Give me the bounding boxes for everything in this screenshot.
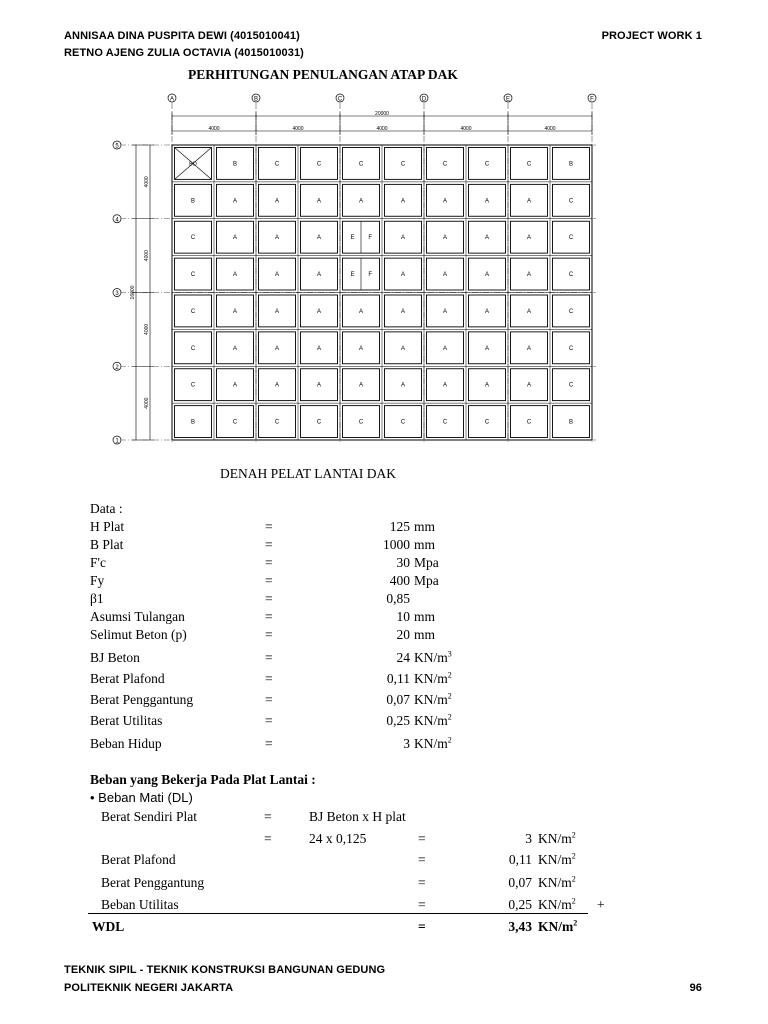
data-row-value: 30 xyxy=(396,555,410,570)
slab-type-label: A xyxy=(232,272,238,279)
slab-type-label: A xyxy=(274,198,280,205)
slab-type-label: A xyxy=(484,308,490,315)
column-axis-label: D xyxy=(421,96,427,103)
load-item-eq: = xyxy=(418,852,426,867)
data-row-label: β1 xyxy=(90,591,104,606)
data-row-label: F'c xyxy=(90,555,106,570)
data-row-value: 10 xyxy=(396,609,410,624)
slab-type-label: A xyxy=(274,272,280,279)
plan-caption: DENAH PELAT LANTAI DAK xyxy=(220,466,397,481)
slab-type-label: A xyxy=(400,308,406,315)
slab-type-label: A xyxy=(442,345,448,352)
slab-type-label: A xyxy=(274,382,280,389)
column-axis-label: A xyxy=(169,96,175,103)
self-weight-eq: = xyxy=(264,809,272,824)
slab-type-label: C xyxy=(568,272,574,279)
data-row-value: 0,85 xyxy=(386,591,410,606)
data-row-label: Berat Utilitas xyxy=(90,713,163,728)
slab-type-label: A xyxy=(358,345,364,352)
slab-type-label: B xyxy=(568,419,574,426)
slab-type-label: C xyxy=(484,419,490,426)
slab-type-label: C xyxy=(274,161,280,168)
slab-type-label: F xyxy=(368,272,373,279)
slab-type-label: A xyxy=(316,308,322,315)
row-axis-label: 3 xyxy=(115,291,119,297)
footer-institution: POLITEKNIK NEGERI JAKARTA xyxy=(64,982,234,994)
dimension-bay-width: 4000 xyxy=(208,126,220,132)
data-row-unit: Mpa xyxy=(414,573,439,588)
slab-type-label: C xyxy=(442,161,448,168)
slab-type-label: C xyxy=(358,161,364,168)
self-weight-calc: 24 x 0,125 xyxy=(309,831,367,846)
slab-type-label: C xyxy=(190,235,196,242)
slab-type-label: A xyxy=(274,345,280,352)
slab-type-label: C xyxy=(316,161,322,168)
data-row-label: Berat Plafond xyxy=(90,671,165,686)
slab-type-label: A xyxy=(232,308,238,315)
data-row-value: 0,07 xyxy=(386,692,410,707)
slab-type-label: A xyxy=(526,345,532,352)
slab-type-label: C xyxy=(484,161,490,168)
dimension-bay-width: 4000 xyxy=(544,126,556,132)
load-item-label: Berat Plafond xyxy=(101,852,176,867)
column-axis-label: E xyxy=(505,96,511,103)
data-row-value: 24 xyxy=(396,650,410,665)
self-weight-value: 3 xyxy=(525,831,532,846)
floor-plan-drawing xyxy=(100,90,620,455)
slab-type-label: A xyxy=(400,272,406,279)
dimension-bay-height: 4000 xyxy=(144,176,150,188)
slab-type-label: A xyxy=(316,198,322,205)
slab-type-label: C xyxy=(316,419,322,426)
slab-type-label: B xyxy=(190,419,196,426)
data-row-eq: = xyxy=(265,736,273,751)
slab-type-label: A xyxy=(400,198,406,205)
load-item-unit: $KN/m^2$ xyxy=(538,851,576,867)
dimension-total-width: 20000 xyxy=(375,111,389,117)
self-weight-formula: BJ Beton x H plat xyxy=(309,809,406,824)
slab-type-label: A xyxy=(316,382,322,389)
slab-type-label: A xyxy=(232,382,238,389)
column-axis-label: F xyxy=(590,96,594,103)
data-row-label: Selimut Beton (p) xyxy=(90,627,187,642)
dimension-bay-width: 4000 xyxy=(292,126,304,132)
dimension-bay-height: 4000 xyxy=(144,397,150,409)
total-eq: = xyxy=(418,919,426,934)
slab-type-label: C xyxy=(568,382,574,389)
total-label: WDL xyxy=(92,919,125,934)
self-weight-label: Berat Sendiri Plat xyxy=(101,809,197,824)
data-row-unit: $KN/m^3$ xyxy=(414,649,452,665)
footer-department: TEKNIK SIPIL - TEKNIK KONSTRUKSI BANGUNAN GEDUNG xyxy=(64,964,386,976)
loads-heading: Beban yang Bekerja Pada Plat Lantai : xyxy=(90,772,316,787)
load-item-eq: = xyxy=(418,897,426,912)
slab-type-label: E xyxy=(350,235,355,242)
data-row-unit: $KN/m^2$ xyxy=(414,712,452,728)
slab-type-label: A xyxy=(442,272,448,279)
data-row-eq: = xyxy=(265,609,273,624)
data-row-value: 400 xyxy=(389,573,410,588)
slab-type-label: A xyxy=(358,198,364,205)
data-row-label: BJ Beton xyxy=(90,650,140,665)
self-weight-eq-3: = xyxy=(418,831,426,846)
slab-type-label: A xyxy=(274,308,280,315)
row-axis-label: 1 xyxy=(115,438,119,445)
slab-type-label: B xyxy=(190,198,196,205)
page-number: 96 xyxy=(689,982,702,994)
slab-type-label: C xyxy=(568,235,574,242)
slab-type-label: C xyxy=(190,272,196,279)
row-axis-label: 2 xyxy=(115,364,119,371)
data-heading: Data : xyxy=(90,501,123,516)
slab-type-label: C xyxy=(190,308,196,315)
slab-type-label: A xyxy=(526,198,532,205)
slab-type-label: C xyxy=(358,419,364,426)
dead-load-bullet: • Beban Mati (DL) xyxy=(90,790,193,805)
column-axis-label: B xyxy=(253,96,259,103)
slab-type-label: C xyxy=(190,382,196,389)
data-row-value: 3 xyxy=(403,736,410,751)
slab-type-label: A xyxy=(274,235,280,242)
slab-type-label: C xyxy=(568,345,574,352)
data-row-label: Asumsi Tulangan xyxy=(90,609,185,624)
data-row-eq: = xyxy=(265,627,273,642)
slab-type-label: A xyxy=(232,345,238,352)
slab-type-label: A xyxy=(526,272,532,279)
slab-type-label: A xyxy=(400,235,406,242)
slab-type-label: A xyxy=(400,345,406,352)
slab-type-label: A xyxy=(316,235,322,242)
slab-type-label: A xyxy=(484,345,490,352)
slab-type-label: A xyxy=(442,235,448,242)
data-row-value: 0,25 xyxy=(386,713,410,728)
slab-type-label: F xyxy=(368,235,373,242)
slab-type-label: A xyxy=(400,382,406,389)
slab-type-label: C xyxy=(568,308,574,315)
data-row-value: 1000 xyxy=(383,537,410,552)
load-item-label: Berat Penggantung xyxy=(101,875,205,890)
slab-type-label: C xyxy=(274,419,280,426)
data-row-label: Berat Penggantung xyxy=(90,692,194,707)
load-item-value: 0,11 xyxy=(508,852,532,867)
data-row-label: B Plat xyxy=(90,537,124,552)
sum-divider xyxy=(88,913,588,914)
dimension-total-height: 16000 xyxy=(130,285,136,300)
slab-type-label: A xyxy=(484,235,490,242)
slab-type-label: C xyxy=(442,419,448,426)
slab-type-label: A xyxy=(484,382,490,389)
data-row-eq: = xyxy=(265,650,273,665)
row-axis-label: 5 xyxy=(115,143,119,150)
slab-type-label: A xyxy=(232,198,238,205)
project-label: PROJECT WORK 1 xyxy=(601,30,702,42)
slab-type-label: A xyxy=(526,235,532,242)
data-row-eq: = xyxy=(265,671,273,686)
slab-type-label: A xyxy=(526,382,532,389)
data-row-unit: mm xyxy=(414,519,436,534)
total-unit: $KN/m^2$ xyxy=(538,918,578,934)
slab-type-label: C xyxy=(232,419,238,426)
sum-plus-sign: + xyxy=(597,897,605,912)
self-weight-eq-2: = xyxy=(264,831,272,846)
row-axis-label: 4 xyxy=(115,217,119,224)
slab-type-label: A xyxy=(358,382,364,389)
data-row-label: H Plat xyxy=(90,519,125,534)
slab-type-label: C xyxy=(190,345,196,352)
slab-type-label: A xyxy=(484,198,490,205)
slab-type-label: A xyxy=(316,345,322,352)
data-row-unit: mm xyxy=(414,609,436,624)
data-row-unit: $KN/m^2$ xyxy=(414,691,452,707)
slab-type-label: A xyxy=(358,308,364,315)
slab-type-label: C xyxy=(400,419,406,426)
slab-type-label: C xyxy=(526,419,532,426)
slab-type-label: A xyxy=(442,308,448,315)
slab-type-label: A xyxy=(526,308,532,315)
data-row-unit: Mpa xyxy=(414,555,439,570)
data-row-unit: $KN/m^2$ xyxy=(414,670,452,686)
slab-type-label: A xyxy=(316,272,322,279)
data-row-eq: = xyxy=(265,537,273,552)
data-row-value: 0,11 xyxy=(386,671,410,686)
slab-type-label: B xyxy=(232,161,238,168)
slab-type-label: B xyxy=(568,161,574,168)
slab-type-label: A xyxy=(442,198,448,205)
data-row-unit: mm xyxy=(414,537,436,552)
data-row-eq: = xyxy=(265,591,273,606)
data-row-unit: $KN/m^2$ xyxy=(414,735,452,751)
dimension-bay-height: 4000 xyxy=(144,323,150,335)
slab-type-label: E xyxy=(350,272,355,279)
slab-type-label: A xyxy=(442,382,448,389)
data-row-value: 125 xyxy=(389,519,410,534)
slab-type-label: BD xyxy=(189,161,197,168)
slab-type-label: C xyxy=(526,161,532,168)
data-row-eq: = xyxy=(265,692,273,707)
dimension-bay-height: 4000 xyxy=(144,250,150,262)
slab-type-label: C xyxy=(400,161,406,168)
author-1: ANNISAA DINA PUSPITA DEWI (4015010041) xyxy=(64,30,300,42)
dimension-bay-width: 4000 xyxy=(376,126,388,132)
slab-type-label: C xyxy=(568,198,574,205)
data-row-label: Fy xyxy=(90,573,105,588)
load-item-value: 0,07 xyxy=(508,875,532,890)
author-2: RETNO AJENG ZULIA OCTAVIA (4015010031) xyxy=(64,47,304,59)
data-row-eq: = xyxy=(265,713,273,728)
data-row-value: 20 xyxy=(396,627,410,642)
dimension-bay-width: 4000 xyxy=(460,126,472,132)
data-row-eq: = xyxy=(265,555,273,570)
data-row-unit: mm xyxy=(414,627,436,642)
load-item-eq: = xyxy=(418,875,426,890)
load-item-unit: $KN/m^2$ xyxy=(538,874,576,890)
load-item-value: 0,25 xyxy=(508,897,532,912)
slab-type-label: A xyxy=(484,272,490,279)
column-axis-label: C xyxy=(337,96,343,103)
load-item-label: Beban Utilitas xyxy=(101,897,179,912)
total-value: 3,43 xyxy=(508,919,532,934)
data-row-eq: = xyxy=(265,519,273,534)
data-row-eq: = xyxy=(265,573,273,588)
data-row-label: Beban Hidup xyxy=(90,736,162,751)
slab-type-label: A xyxy=(232,235,238,242)
page-title: PERHITUNGAN PENULANGAN ATAP DAK xyxy=(188,67,458,82)
self-weight-unit: $KN/m^2$ xyxy=(538,830,576,846)
load-item-unit: $KN/m^2$ xyxy=(538,896,576,912)
